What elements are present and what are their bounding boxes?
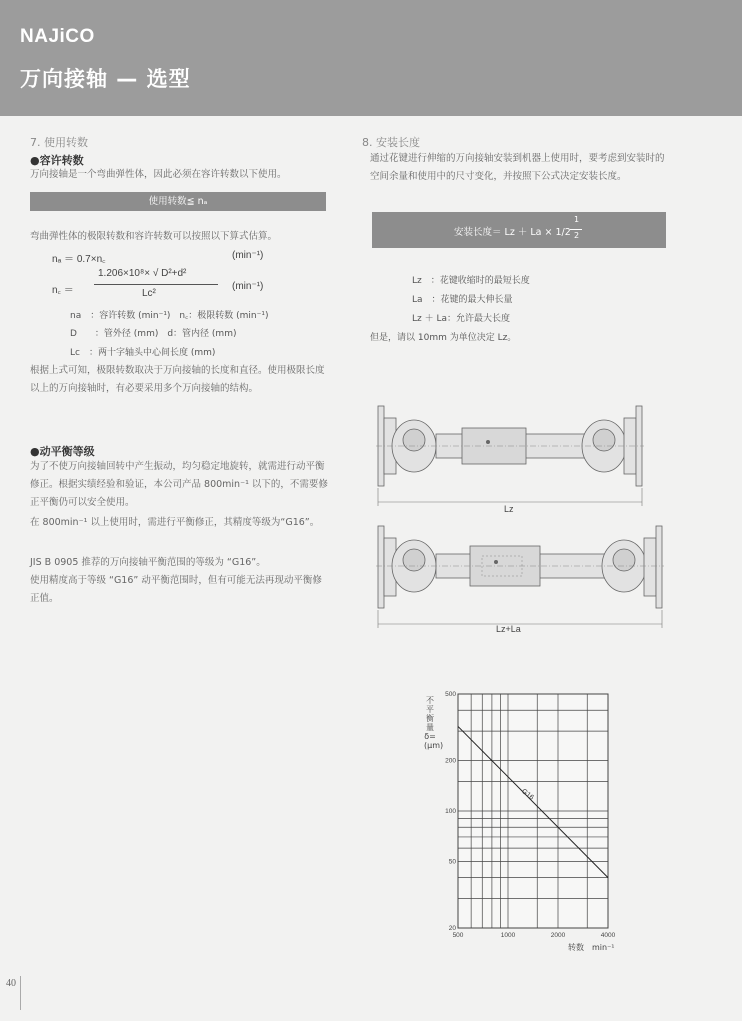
section-7-heading: 7. 使用转数	[30, 136, 88, 149]
install-length-formula: 安装长度＝ Lz ＋ La × 1/2	[454, 227, 571, 238]
legend-note: 但是，请以 10mm 为单位决定 Lz。	[370, 333, 517, 343]
install-length-formula-bar	[372, 212, 666, 248]
page-number-divider	[20, 976, 21, 1010]
balance-paragraph-3: JIS B 0905 推荐的万向接轴平衡范围的等级为 “G16”。	[30, 557, 266, 568]
balance-paragraph-1: 为了不使万向接轴回转中产生振动，均匀稳定地旋转，就需进行动平衡修正。根据实绩经验和验证，本公司产品 800min⁻¹ 以下的，不需要修正平衡仍可以安全使用。	[30, 461, 328, 508]
formula-frac-denominator: 2	[574, 231, 580, 240]
chart-xlabel: 转数 min⁻¹	[568, 943, 615, 952]
chart-x-tick-label: 2000	[550, 932, 566, 939]
chart-series-label: G16	[520, 787, 535, 802]
najico-logo: NAJiCO	[20, 26, 95, 47]
allowable-speed-heading: ●容许转数	[30, 154, 84, 167]
note-text: 根据上式可知，极限转数取决于万向接轴的长度和直径。使用极限长度以上的万向接轴时，有必要采用多个万向接轴的结构。	[30, 365, 325, 394]
allowable-speed-bar: 使用转数≦ nₐ	[30, 192, 326, 211]
page-header	[0, 0, 742, 116]
chart-ylabel: 不平衡量 δ=(μm)	[424, 696, 444, 750]
estimate-text: 弯曲弹性体的极限转数和容许转数可以按照以下算式估算。	[30, 231, 278, 242]
formula-na: nₐ ＝ 0.7×n꜀	[52, 254, 106, 265]
install-length-text: 通过花键进行伸缩的万向接轴安装到机器上使用时，要考虑到安装时的空间余量和使用中的尺寸变化，并按照下公式决定安装长度。	[370, 153, 665, 182]
formula-fraction-line	[94, 284, 218, 285]
balance-heading: ●动平衡等级	[30, 445, 95, 458]
chart-y-tick-label: 50	[448, 858, 456, 866]
chart-y-tick-label: 20	[448, 925, 456, 932]
balance-chart	[438, 686, 638, 956]
shaft-diagram-lz-la	[370, 518, 670, 636]
chart-y-tick-label: 200	[445, 757, 456, 765]
chart-x-tick-label: 500	[452, 932, 464, 939]
definition-lc: Lc ：两十字轴头中心间长度 (mm)	[70, 348, 216, 358]
page-number: 40	[6, 978, 16, 989]
dimension-label-lz: Lz	[504, 504, 514, 514]
allowable-speed-text: 万向接轴是一个弯曲弹性体，因此必须在容许转数以下使用。	[30, 169, 287, 180]
legend-lz-la: Lz ＋ La：允许最大长度	[412, 314, 510, 324]
formula-nc-numerator: 1.206×10⁸× √ D²+d²	[98, 268, 187, 279]
formula-nc-unit: (min⁻¹)	[232, 281, 264, 292]
formula-nc-lhs: n꜀ ＝	[52, 285, 74, 296]
formula-nc-denominator: Lc²	[142, 288, 156, 299]
chart-x-tick-label: 4000	[600, 932, 616, 939]
section-8-heading: 8. 安装长度	[362, 136, 420, 149]
formula-frac-numerator: 1	[574, 215, 580, 224]
chart-x-tick-label: 1000	[500, 932, 516, 939]
definition-na: na ：容许转数 (min⁻¹) n꜀：极限转数 (min⁻¹)	[70, 311, 269, 321]
dimension-label-lz-la: Lz+La	[496, 624, 521, 634]
page-title: 万向接轴 — 选型	[20, 67, 191, 91]
balance-paragraph-4: 使用精度高于等级 “G16” 动平衡范围时，但有可能无法再现动平衡修正值。	[30, 575, 322, 604]
formula-na-unit: (min⁻¹)	[232, 250, 264, 261]
formula-frac-line	[570, 229, 582, 230]
balance-paragraph-2: 在 800min⁻¹ 以上使用时，需进行平衡修正，其精度等级为“G16”。	[30, 517, 320, 528]
chart-y-tick-label: 100	[445, 808, 456, 815]
chart-y-tick-label: 500	[445, 691, 456, 698]
legend-lz: Lz ：花键收缩时的最短长度	[412, 276, 530, 286]
shaft-diagram-lz	[370, 398, 650, 518]
definition-d: D ：管外径 (mm) d：管内径 (mm)	[70, 329, 237, 339]
legend-la: La ：花键的最大伸长量	[412, 295, 513, 305]
